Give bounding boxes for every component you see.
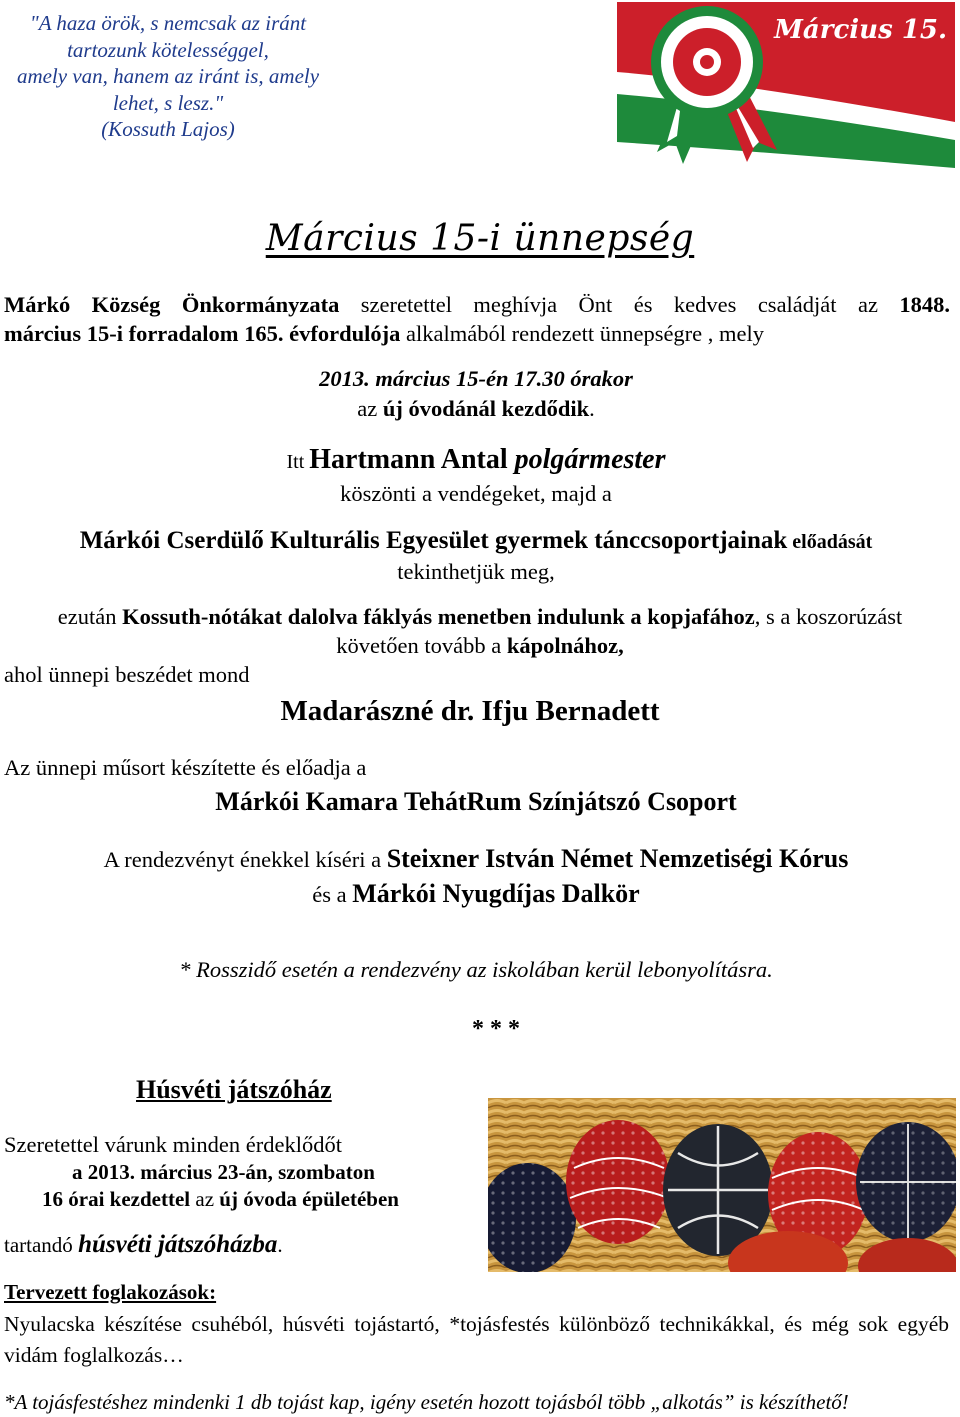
choir-prefix: A rendezvényt énekkel kíséri a: [103, 847, 387, 872]
program-line: Az ünnepi műsort készítette és előadja a: [4, 755, 367, 780]
venue: új óvoda épületében: [219, 1187, 399, 1211]
quote-line: lehet, s lesz.": [112, 90, 224, 115]
march-prefix: ezután: [57, 604, 123, 629]
speech-line: ahol ünnepi beszédet mond: [4, 662, 250, 687]
intro-year: 1848.: [899, 292, 950, 317]
easter-line-1: Szeretettel várunk minden érdeklődőt: [4, 1132, 343, 1157]
banner-text: Március 15.: [774, 15, 947, 45]
kossuth-quote: [0, 10, 336, 143]
easter-event: húsvéti játszóházba: [78, 1231, 278, 1258]
activities: Nyulacska készítése csuhéból, húsvéti tojástartó, *tojásfestés különböző technikákkal, és még sok egyéb vidám foglalkozás…: [4, 1312, 949, 1367]
title-text: Március 15-i ünnepség: [265, 218, 695, 259]
intro-text-2: alkalmából rendezett ünnepségre , mely: [400, 321, 765, 346]
event-place: [0, 396, 956, 422]
organizer: Márkó Község Önkormányzata: [4, 292, 340, 317]
easter-line-2: a 2013. március 23-án, szombaton: [72, 1160, 375, 1184]
quote-author: (Kossuth Lajos): [101, 117, 235, 141]
intro-line-1: [4, 290, 950, 319]
quote-line: amely van, hanem az iránt is, amely: [16, 64, 320, 88]
easter-eggs-image: [488, 1098, 956, 1272]
march-15-banner: [617, 2, 955, 168]
choir-name-2: Márkói Nyugdíjas Dalkör: [352, 879, 640, 908]
cockade-icon: [651, 6, 763, 118]
march-middle: , s a koszorúzást: [754, 604, 903, 629]
march-next: követően tovább a: [336, 633, 507, 658]
place-prefix: az: [357, 396, 383, 421]
dance-performance: előadását: [787, 531, 873, 553]
mayor-line: [0, 444, 956, 476]
easter-line-4: [4, 1231, 283, 1259]
dance-line-2: tekinthetjük meg,: [397, 559, 555, 584]
intro-text: szeretettel meghívja Önt és kedves családját az: [339, 292, 900, 317]
quote-line: tartozunk kötelességgel,: [67, 37, 269, 62]
quote-line: "A haza örök, s nemcsak az iránt: [29, 11, 307, 35]
march-line-1: [0, 604, 960, 630]
easter-at: az: [190, 1187, 220, 1211]
easter-held: tartandó: [4, 1233, 79, 1257]
chapel: kápolnához,: [506, 633, 624, 658]
mayor-prefix: Itt: [286, 451, 310, 473]
event-datetime: 2013. március 15-én 17.30 órakor: [319, 366, 633, 391]
rain-note-text: * Rosszidő esetén a rendezvény az iskolában kerül lebonyolításra.: [179, 957, 773, 982]
greeting-line: köszönti a vendégeket, majd a: [340, 481, 612, 506]
choir-and: és a: [312, 882, 353, 907]
choir-line-2: [0, 879, 956, 909]
event-time: [0, 366, 956, 392]
speaker: [0, 695, 950, 728]
easter-line-3: [42, 1187, 399, 1212]
start-time: 16 órai kezdettel: [42, 1187, 191, 1211]
intro-paragraph: [4, 290, 950, 348]
easter-dot: .: [277, 1233, 283, 1257]
dance-group-name: Márkói Cserdülő Kulturális Egyesület gyermek tánccsoportjainak: [79, 527, 788, 554]
easter-title: Húsvéti játszóház: [136, 1075, 332, 1104]
choir-name: Steixner István Német Nemzetiségi Kórus: [386, 844, 849, 873]
choir-line-1: [0, 844, 956, 874]
theatre-group: [0, 787, 956, 817]
anniversary: március 15-i forradalom 165. évfordulója: [4, 321, 401, 346]
page-title: [0, 218, 960, 259]
mayor-role: polgármester: [514, 444, 666, 475]
place-name: új óvodánál kezdődik: [382, 396, 590, 421]
march-line-2: [0, 633, 960, 659]
dance-group-line: [0, 527, 956, 555]
place-suffix: .: [589, 396, 595, 421]
rain-note: [0, 957, 956, 983]
speaker-name: Madarászné dr. Ifju Bernadett: [280, 695, 660, 727]
planned-title: Tervezett foglakozások:: [4, 1280, 217, 1304]
intro-line-2: [4, 321, 764, 346]
march-route: Kossuth-nótákat dalolva fáklyás menetben indulunk a kopjafához: [122, 604, 755, 629]
theatre-group-name: Márkói Kamara TehátRum Színjátszó Csoport: [215, 787, 737, 816]
mayor-name: Hartmann Antal: [309, 444, 508, 475]
footnote: *A tojásfestéshez mindenki 1 db tojást kap, igény esetén hozott tojásból több „alkotás” is készíthető!: [4, 1390, 849, 1414]
separator: * * *: [472, 1016, 520, 1042]
